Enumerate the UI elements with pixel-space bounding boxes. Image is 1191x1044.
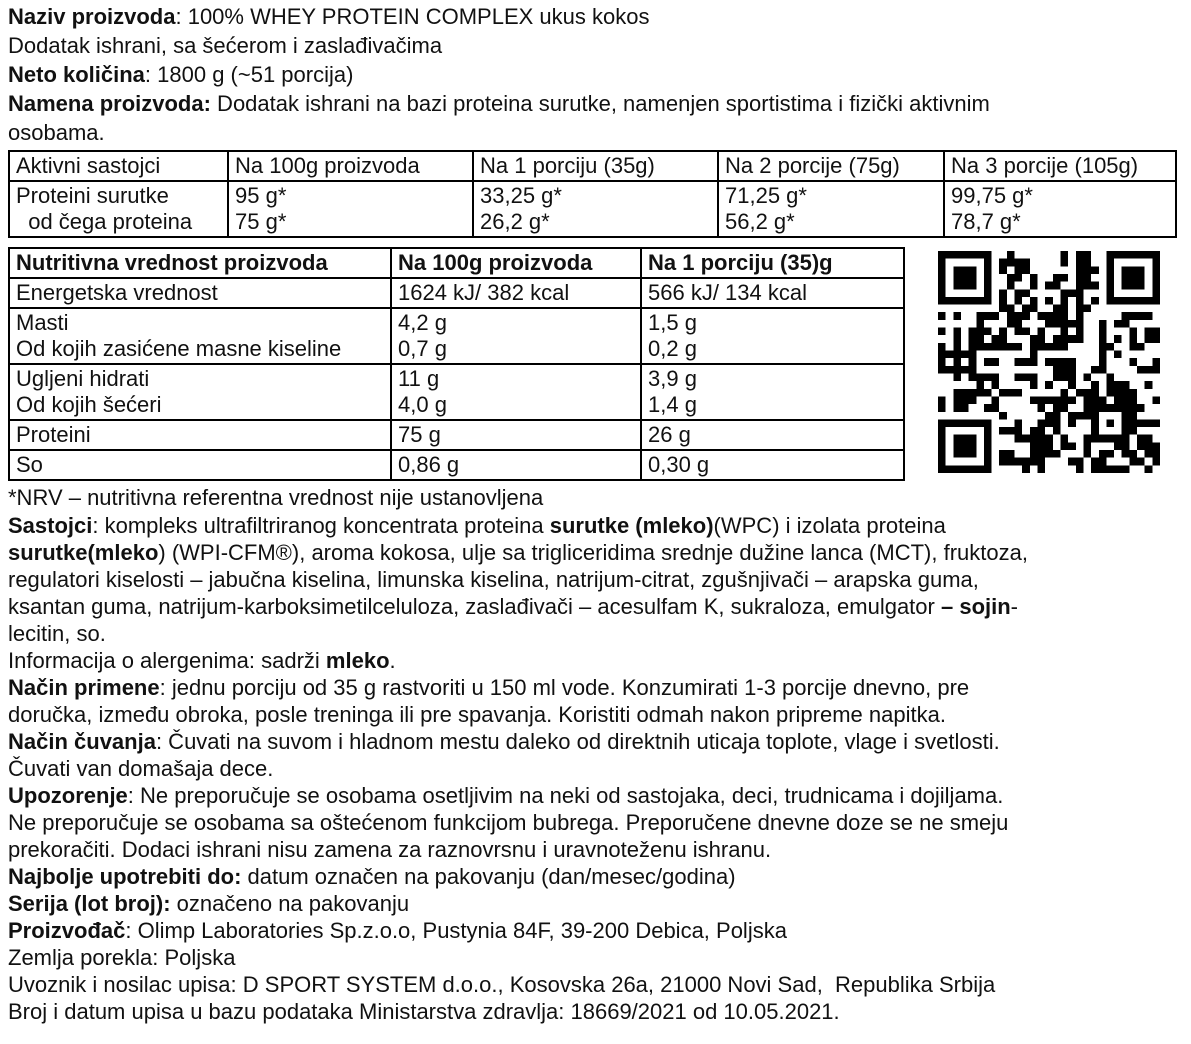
text-segment: Najbolje upotrebiti do:	[8, 864, 242, 889]
text-segment: Ne preporučuje se osobama sa oštećenom funkcijom bubrega. Preporučene dnevne doze se ne smeju	[8, 810, 1009, 835]
text-line	[8, 539, 1183, 566]
body-text	[8, 512, 1183, 1025]
column-header	[641, 248, 904, 278]
column-header	[228, 151, 473, 181]
text-segment: 0,30 g	[648, 452, 710, 477]
text-segment: 78,7 g*	[951, 209, 1021, 234]
text-segment: Proteini	[16, 422, 91, 447]
text-segment: Neto količina	[8, 62, 145, 87]
text-segment: Namena proizvoda:	[8, 91, 211, 116]
text-segment: Upozorenje	[8, 783, 128, 808]
text-line	[648, 422, 897, 448]
text-segment: 56,2 g*	[725, 209, 795, 234]
text-segment: Od kojih šećeri	[16, 392, 162, 417]
text-line	[8, 890, 1183, 917]
text-segment: 0,86 g	[398, 452, 460, 477]
text-segment: Proizvođač	[8, 918, 126, 943]
text-line	[8, 998, 1183, 1025]
column-header-label: Na 2 porcije (75g)	[725, 153, 900, 178]
text-line	[16, 183, 221, 209]
text-line	[8, 755, 1183, 782]
text-line	[398, 310, 634, 336]
text-segment: : jednu porciju od 35 g rastvoriti u 150 ml vode. Konzumirati 1-3 porcije dnevno, pre	[159, 675, 970, 700]
text-segment: ksantan guma, natrijum-karboksimetilceluloza, zaslađivači – acesulfam K, sukraloza, emulgator	[8, 594, 941, 619]
active-table-header-row	[9, 151, 1176, 181]
text-line	[8, 2, 1183, 31]
text-segment: 4,2 g	[398, 310, 447, 335]
column-header	[718, 151, 944, 181]
text-segment: So	[16, 452, 43, 477]
table-cell	[9, 181, 228, 237]
text-segment: : Čuvati na suvom i hladnom mestu daleko od direktnih uticaja toplote, vlage i svetlosti.	[155, 729, 1000, 754]
text-segment: 1624 kJ/ 382 kcal	[398, 280, 570, 305]
text-line	[8, 863, 1183, 890]
text-line	[8, 917, 1183, 944]
text-line	[951, 183, 1169, 209]
text-line	[16, 452, 384, 478]
text-segment: 11 g	[398, 366, 440, 391]
text-line	[16, 336, 384, 362]
table-cell	[718, 181, 944, 237]
text-line	[8, 728, 1183, 755]
text-segment: surutke(mleko	[8, 540, 159, 565]
nutrition-section	[8, 247, 1183, 481]
text-segment: 33,25 g*	[480, 183, 562, 208]
text-segment: Ugljeni hidrati	[16, 366, 150, 391]
nutrition-row	[9, 450, 904, 480]
text-segment: 0,2 g	[648, 336, 697, 361]
text-segment: .	[389, 648, 396, 673]
text-line	[398, 422, 634, 448]
text-line	[235, 183, 466, 209]
table-cell	[641, 364, 904, 420]
text-line	[725, 183, 937, 209]
text-segment: : kompleks ultrafiltriranog koncentrata proteina	[92, 513, 550, 538]
text-line	[235, 209, 466, 235]
nutrition-row	[9, 278, 904, 308]
table-cell	[473, 181, 718, 237]
text-segment: 1,5 g	[648, 310, 697, 335]
nutrition-header-row	[9, 248, 904, 278]
text-line	[8, 701, 1183, 728]
column-header	[9, 151, 228, 181]
column-header-label: Nutritivna vrednost proizvoda	[16, 250, 328, 275]
text-segment: Dodatak ishrani na bazi proteina surutke, namenjen sportistima i fizički aktivnim	[210, 91, 990, 116]
text-segment: 0,7 g	[398, 336, 447, 361]
text-segment: Energetska vrednost	[16, 280, 218, 305]
text-line	[8, 620, 1183, 647]
text-line	[648, 310, 897, 336]
text-line	[480, 209, 711, 235]
nutrition-row	[9, 420, 904, 450]
text-line	[8, 118, 1183, 147]
text-segment: Serija (lot broj):	[8, 891, 171, 916]
table-cell	[391, 420, 641, 450]
text-segment: Broj i datum upisa u bazu podataka Ministarstva zdravlja: 18669/2021 od 10.05.2021.	[8, 999, 840, 1024]
text-line	[8, 60, 1183, 89]
text-line	[951, 209, 1169, 235]
text-line	[8, 566, 1183, 593]
text-segment: 26 g	[648, 422, 691, 447]
text-line	[398, 280, 634, 306]
text-line	[8, 89, 1183, 118]
text-segment: Informacija o alergenima: sadrži	[8, 648, 326, 673]
text-segment: Masti	[16, 310, 69, 335]
table-cell	[9, 308, 391, 364]
product-header	[8, 2, 1183, 147]
text-line	[648, 392, 897, 418]
table-cell	[391, 364, 641, 420]
text-segment: Proteini surutke	[16, 183, 169, 208]
text-segment: : Olimp Laboratories Sp.z.o.o, Pustynia 84F, 39-200 Debica, Poljska	[125, 918, 787, 943]
table-cell	[9, 278, 391, 308]
text-line	[8, 944, 1183, 971]
text-line	[8, 647, 1183, 674]
text-line	[398, 336, 634, 362]
text-segment: Od kojih zasićene masne kiseline	[16, 336, 342, 361]
text-line	[8, 512, 1183, 539]
text-segment: regulatori kiselosti – jabučna kiselina, limunska kiselina, natrijum-citrat, zgušnjivači – arapska guma,	[8, 567, 979, 592]
table-cell	[944, 181, 1176, 237]
text-segment: – sojin	[940, 594, 1011, 619]
text-line	[648, 280, 897, 306]
column-header	[9, 248, 391, 278]
nutrition-table	[8, 247, 905, 481]
text-line	[725, 209, 937, 235]
text-line	[8, 674, 1183, 701]
text-segment: doručka, između obroka, posle treninga ili pre spavanja. Koristiti odmah nakon pripreme napitka.	[8, 702, 946, 727]
column-header	[944, 151, 1176, 181]
text-segment: osobama.	[8, 120, 105, 145]
text-segment: 3,9 g	[648, 366, 697, 391]
column-header-label: Na 1 porciju (35)g	[648, 250, 833, 275]
text-line	[16, 366, 384, 392]
text-line	[398, 392, 634, 418]
table-cell	[641, 450, 904, 480]
text-line	[8, 31, 1183, 60]
text-segment: označeno na pakovanju	[170, 891, 410, 916]
column-header-label: Na 3 porcije (105g)	[951, 153, 1139, 178]
text-segment: 4,0 g	[398, 392, 447, 417]
text-line	[648, 452, 897, 478]
table-cell	[9, 450, 391, 480]
column-header-label: Na 1 porciju (35g)	[480, 153, 655, 178]
text-segment: lecitin, so.	[8, 621, 106, 646]
text-line	[398, 452, 634, 478]
text-segment: : 100% WHEY PROTEIN COMPLEX ukus kokos	[175, 4, 650, 29]
text-segment: Čuvati van domašaja dece.	[8, 756, 274, 781]
text-segment: 99,75 g*	[951, 183, 1033, 208]
text-line	[480, 183, 711, 209]
text-line	[8, 836, 1183, 863]
table-cell	[391, 278, 641, 308]
nutrition-row	[9, 308, 904, 364]
text-segment: Sastojci	[8, 513, 93, 538]
text-segment: : Ne preporučuje se osobama osetljivim na neki od sastojaka, deci, trudnicama i dojiljama.	[127, 783, 1004, 808]
text-segment: 75 g*	[235, 209, 287, 234]
table-cell	[9, 364, 391, 420]
active-table-row	[9, 181, 1176, 237]
text-segment: 75 g	[398, 422, 441, 447]
text-line	[648, 366, 897, 392]
text-line	[16, 209, 221, 235]
text-segment: Naziv proizvoda	[8, 4, 176, 29]
column-header	[473, 151, 718, 181]
text-segment: (WPC) i izolata proteina	[713, 513, 946, 538]
column-header	[391, 248, 641, 278]
qr-code-image	[938, 251, 1160, 473]
table-cell	[391, 450, 641, 480]
text-segment: ) (WPI-CFM®), aroma kokosa, ulje sa trigliceridima srednje dužine lanca (MCT), fruktoza,	[158, 540, 1028, 565]
text-line	[16, 422, 384, 448]
text-line	[16, 392, 384, 418]
text-segment: Dodatak ishrani, sa šećerom i zaslađivačima	[8, 33, 443, 58]
table-cell	[641, 278, 904, 308]
nrv-note: *NRV – nutritivna referentna vrednost nije ustanovljena	[8, 485, 544, 510]
qr-code	[938, 251, 1160, 473]
text-segment: Način čuvanja	[8, 729, 156, 754]
text-segment: 95 g*	[235, 183, 287, 208]
table-cell	[641, 308, 904, 364]
text-segment: : 1800 g (~51 porcija)	[144, 62, 354, 87]
text-segment: od čega proteina	[16, 209, 193, 234]
column-header-label: Aktivni sastojci	[16, 153, 161, 178]
table-cell	[641, 420, 904, 450]
text-segment: surutke (mleko)	[549, 513, 714, 538]
text-line	[8, 782, 1183, 809]
nutrition-row	[9, 364, 904, 420]
table-cell	[228, 181, 473, 237]
text-segment: 71,25 g*	[725, 183, 807, 208]
text-line	[16, 280, 384, 306]
text-line	[8, 971, 1183, 998]
text-line	[398, 366, 634, 392]
column-header-label: Na 100g proizvoda	[235, 153, 420, 178]
text-line	[648, 336, 897, 362]
text-segment: 26,2 g*	[480, 209, 550, 234]
table-cell	[9, 420, 391, 450]
text-segment: prekoračiti. Dodaci ishrani nisu zamena za raznovrsnu i uravnoteženu ishranu.	[8, 837, 772, 862]
text-segment: Uvoznik i nosilac upisa: D SPORT SYSTEM d.o.o., Kosovska 26a, 21000 Novi Sad, Republika Srbija	[8, 972, 996, 997]
text-line	[8, 809, 1183, 836]
active-ingredients-table	[8, 150, 1177, 238]
column-header-label: Na 100g proizvoda	[398, 250, 593, 275]
text-segment: datum označen na pakovanju (dan/mesec/godina)	[241, 864, 736, 889]
text-segment: Način primene	[8, 675, 160, 700]
text-segment: 1,4 g	[648, 392, 697, 417]
text-segment: 566 kJ/ 134 kcal	[648, 280, 807, 305]
text-segment: Zemlja porekla: Poljska	[8, 945, 236, 970]
text-segment: -	[1010, 594, 1018, 619]
text-line	[16, 310, 384, 336]
table-cell	[391, 308, 641, 364]
text-line	[8, 593, 1183, 620]
text-segment: mleko	[325, 648, 390, 673]
